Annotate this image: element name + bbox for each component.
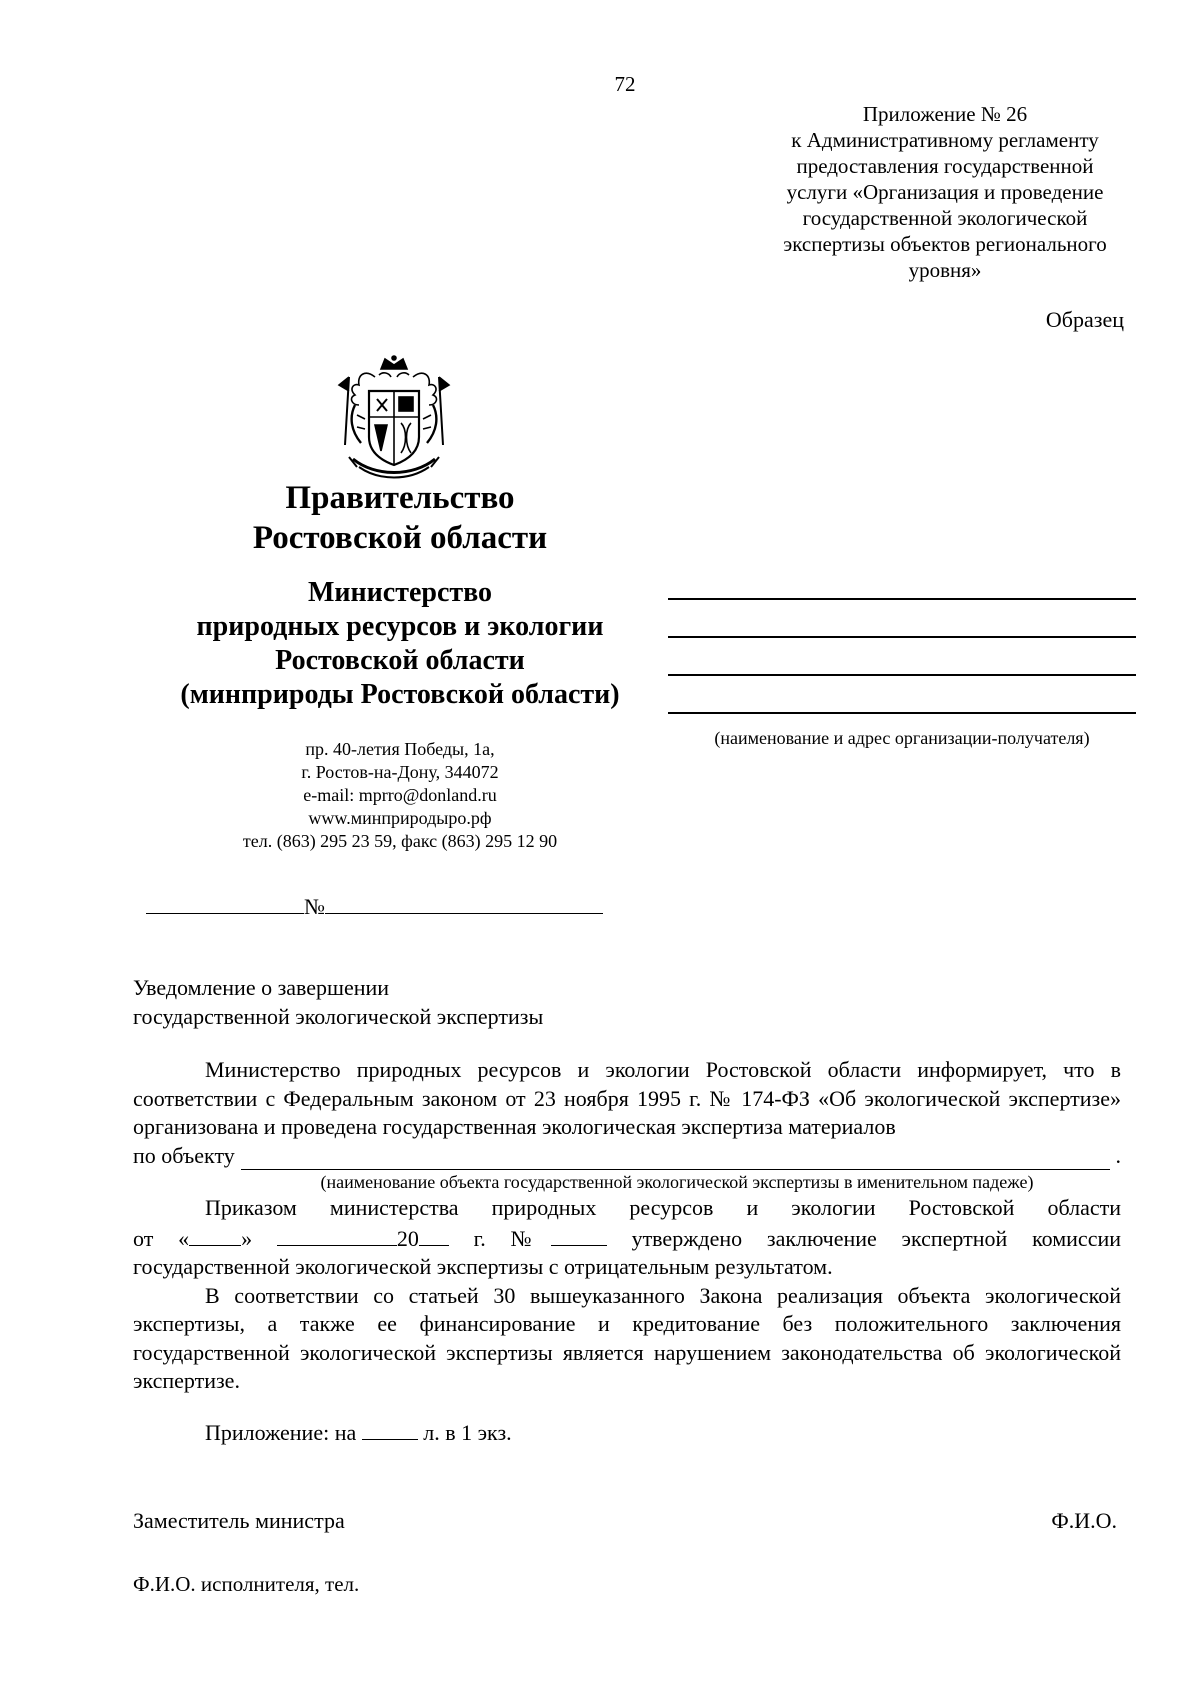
attachment-suffix: л. в 1 экз. [423,1420,512,1445]
signer-name: Ф.И.О. [1051,1508,1117,1533]
recipient-line [668,598,1136,600]
object-prefix: по объекту [133,1142,235,1168]
signer-position: Заместитель министра [133,1508,345,1533]
paragraph-2-rest: утверждено заключение экспертной комиссии [631,1225,1122,1251]
ministry-title-line: (минприроды Ростовской области) [180,679,620,710]
appendix-block [765,101,1125,283]
day-blank [189,1223,241,1246]
paragraph-2-line-2 [133,1223,1121,1254]
year-suffix: г. [473,1225,486,1251]
paragraph-2-line-1: Приказом министерства природных ресурсов и экологии Ростовской области [205,1195,1121,1220]
ministry-title-line: Ростовской области [275,645,525,676]
page-number: 72 [614,72,636,96]
date-blank [146,891,304,914]
document-subject [133,973,543,1031]
recipient-line [668,674,1136,676]
ministry-contacts [120,738,680,853]
paragraph-2-line-3: государственной экологической экспертизы с отрицательным результатом. [133,1254,833,1279]
appendix-line: услуги «Организация и проведение [786,180,1104,204]
number-blank [325,891,603,914]
subject-line: Уведомление о завершении [133,975,390,1000]
contact-phone: тел. (863) 295 23 59, факс (863) 295 12 90 [242,831,558,851]
coat-of-arms-icon [335,355,453,485]
registration-line [146,891,606,920]
sample-label: Образец [1045,307,1124,332]
open-quote: « [178,1225,190,1251]
year-prefix: 20 [396,1225,419,1251]
paragraph-1: Министерство природных ресурсов и экологии Ростовской области информирует, что в соответствии с Федеральным законом от 23 ноября 1995 г. № 174-ФЗ «Об экологической экспертизе» организована и проведена государственная экологическая экспертиза материалов [133,1057,1121,1139]
object-end: . [1115,1142,1121,1168]
paragraph-3: В соответствии со статьей 30 вышеуказанного Закона реализация объекта экологической экспертизы, а также ее финансирование и кредитование без положительного заключения государственной экологической экспертизы является нарушением законодательства об экологической экспертизе. [133,1282,1121,1393]
government-title-line: Правительство [285,480,515,516]
executor-info: Ф.И.О. исполнителя, тел. [133,1572,360,1596]
appendix-line: к Административному регламенту [791,128,1099,152]
appendix-line: экспертизы объектов регионального [783,232,1107,256]
contact-address: пр. 40-летия Победы, 1а, [305,739,495,759]
ministry-title [120,576,680,712]
contact-email: e-mail: mprro@donland.ru [303,785,497,805]
order-number-sign: № [510,1225,551,1251]
recipient-caption: (наименование и адрес организации-получателя) [714,728,1090,748]
object-blank [241,1147,1110,1170]
from-label: от [133,1225,154,1251]
appendix-line: уровня» [908,258,982,282]
appendix-line: Приложение № 26 [862,102,1028,126]
body-text [133,1056,1121,1396]
recipient-line [668,636,1136,638]
contact-website: www.минприродыро.рф [308,808,492,828]
subject-line: государственной экологической экспертизы [133,1004,544,1029]
month-blank [277,1223,397,1246]
government-title-line: Ростовской области [252,520,548,556]
object-line [133,1142,1121,1171]
ministry-title-line: Министерство [307,577,493,608]
recipient-line [668,712,1136,714]
attachment-prefix: Приложение: на [205,1420,357,1445]
sheets-blank [362,1417,418,1440]
object-caption: (наименование объекта государственной экологической экспертизы в именительном падеже) [320,1172,1034,1192]
number-sign: № [304,894,325,919]
appendix-line: предоставления государственной [796,154,1094,178]
year-blank [419,1223,449,1246]
ministry-title-line: природных ресурсов и экологии [196,611,604,642]
close-quote: » [241,1225,253,1251]
government-title [120,478,680,558]
appendix-line: государственной экологической [802,206,1088,230]
attachment-line [205,1417,512,1446]
order-number-blank [551,1223,607,1246]
contact-city: г. Ростов-на-Дону, 344072 [301,762,499,782]
